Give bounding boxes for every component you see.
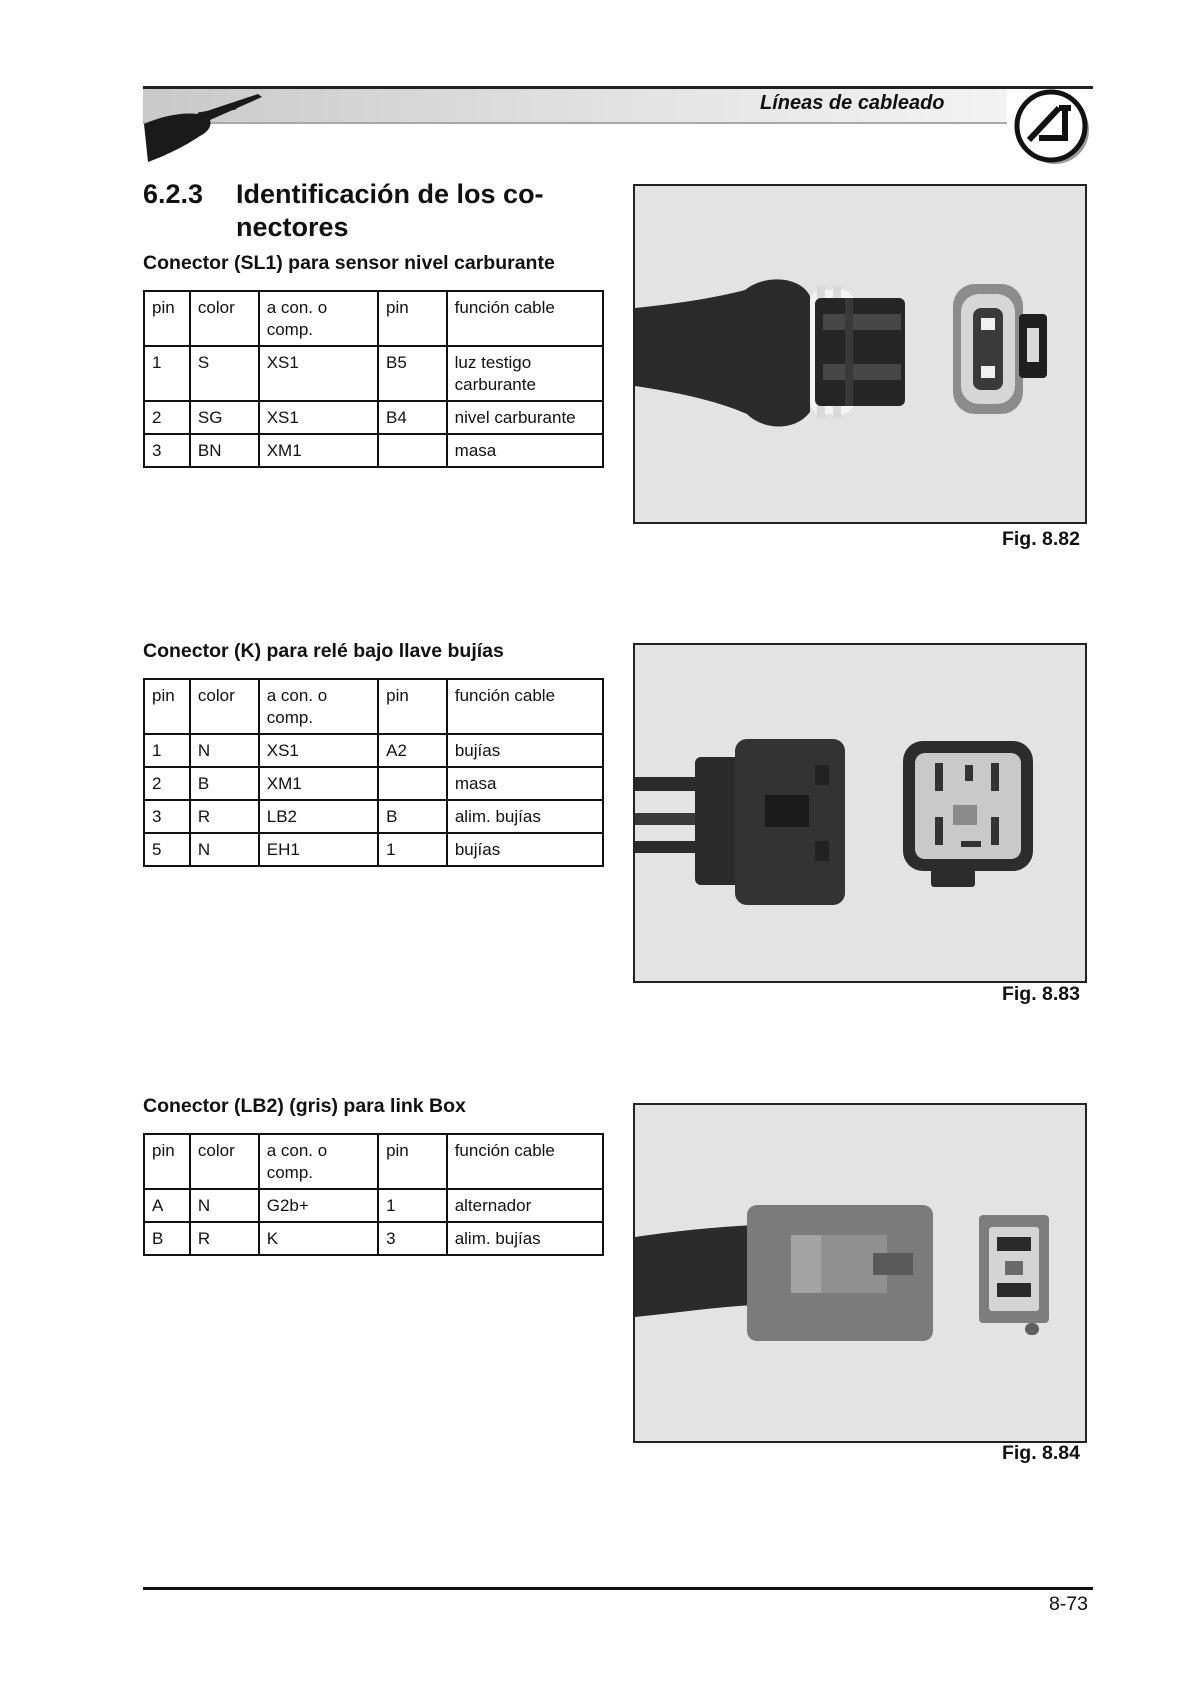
table-cell: bujías [447, 833, 603, 866]
table-cell: bujías [447, 734, 603, 767]
table-cell: N [190, 734, 259, 767]
table-cell: G2b+ [259, 1189, 378, 1222]
header-cell: función cable [447, 1134, 603, 1189]
table-cell: alternador [447, 1189, 603, 1222]
table-cell: EH1 [259, 833, 378, 866]
header-cell: a con. o comp. [259, 291, 378, 346]
table-cell: 2 [144, 767, 190, 800]
table-cell: 3 [144, 434, 190, 467]
header-cell: color [190, 679, 259, 734]
table-cell: S [190, 346, 259, 401]
table-cell: alim. bujías [447, 1222, 603, 1255]
connector-heading-lb2: Conector (LB2) (gris) para link Box [143, 1095, 466, 1117]
table-cell: 2 [144, 401, 190, 434]
table-row [144, 767, 603, 800]
header-cell: color [190, 291, 259, 346]
table-row [144, 346, 603, 401]
header-bottom-rule [143, 122, 1007, 124]
pin-table-sl1 [143, 290, 604, 468]
table-cell: 3 [144, 800, 190, 833]
header-cell: pin [144, 1134, 190, 1189]
table-cell: luz testigo carburante [447, 346, 603, 401]
table-cell: B5 [378, 346, 447, 401]
table-cell: 5 [144, 833, 190, 866]
header-cell: función cable [447, 679, 603, 734]
table-cell: B [378, 800, 447, 833]
table-cell: 1 [378, 833, 447, 866]
table-cell: A [144, 1189, 190, 1222]
connector-heading-sl1: Conector (SL1) para sensor nivel carburante [143, 252, 555, 274]
header-cell: pin [378, 1134, 447, 1189]
table-row [144, 1189, 603, 1222]
table-header-row [144, 679, 603, 734]
chapter-logo-icon [1013, 88, 1093, 168]
table-cell: BN [190, 434, 259, 467]
header-cell: a con. o comp. [259, 1134, 378, 1189]
table-cell: B [144, 1222, 190, 1255]
table-row [144, 800, 603, 833]
table-cell: XS1 [259, 401, 378, 434]
pin-table-k [143, 678, 604, 867]
table-cell: 3 [378, 1222, 447, 1255]
page-number: 8-73 [1048, 1593, 1088, 1615]
table-row [144, 401, 603, 434]
table-cell: alim. bujías [447, 800, 603, 833]
table-cell: SG [190, 401, 259, 434]
table-row [144, 734, 603, 767]
connector-heading-k: Conector (K) para relé bajo llave bujías [143, 640, 504, 662]
header-cell: color [190, 1134, 259, 1189]
figure-caption-8-82: Fig. 8.82 [1001, 528, 1080, 550]
table-cell: XS1 [259, 346, 378, 401]
pin-table-lb2 [143, 1133, 604, 1256]
header-cell: pin [144, 679, 190, 734]
table-cell [378, 434, 447, 467]
section-number: 6.2.3 [143, 179, 204, 209]
figure-caption-8-84: Fig. 8.84 [1001, 1442, 1080, 1464]
pointing-hand-icon [140, 90, 270, 164]
connector-photo-k [633, 643, 1087, 983]
footer-rule [143, 1587, 1093, 1590]
table-cell: XM1 [259, 434, 378, 467]
table-cell [378, 767, 447, 800]
connector-photo-sl1 [633, 184, 1087, 524]
table-cell: A2 [378, 734, 447, 767]
table-cell: 1 [144, 734, 190, 767]
table-cell: nivel carburante [447, 401, 603, 434]
header-cell: pin [378, 291, 447, 346]
table-cell: R [190, 1222, 259, 1255]
table-cell: R [190, 800, 259, 833]
table-cell: XM1 [259, 767, 378, 800]
table-cell: XS1 [259, 734, 378, 767]
table-header-row [144, 291, 603, 346]
table-cell: N [190, 833, 259, 866]
table-header-row [144, 1134, 603, 1189]
connector-photo-lb2 [633, 1103, 1087, 1443]
table-row [144, 833, 603, 866]
table-cell: masa [447, 767, 603, 800]
table-cell: LB2 [259, 800, 378, 833]
header-cell: a con. o comp. [259, 679, 378, 734]
table-cell: B4 [378, 401, 447, 434]
header-cell: pin [378, 679, 447, 734]
table-cell: 1 [378, 1189, 447, 1222]
table-cell: K [259, 1222, 378, 1255]
table-cell: B [190, 767, 259, 800]
header-cell: función cable [447, 291, 603, 346]
figure-caption-8-83: Fig. 8.83 [1001, 983, 1080, 1005]
table-row [144, 434, 603, 467]
section-heading: Identificación de los co-nectores [236, 179, 544, 242]
table-row [144, 1222, 603, 1255]
header-cell: pin [144, 291, 190, 346]
header-title: Líneas de cableado [760, 92, 945, 114]
table-cell: masa [447, 434, 603, 467]
table-cell: 1 [144, 346, 190, 401]
table-cell: N [190, 1189, 259, 1222]
